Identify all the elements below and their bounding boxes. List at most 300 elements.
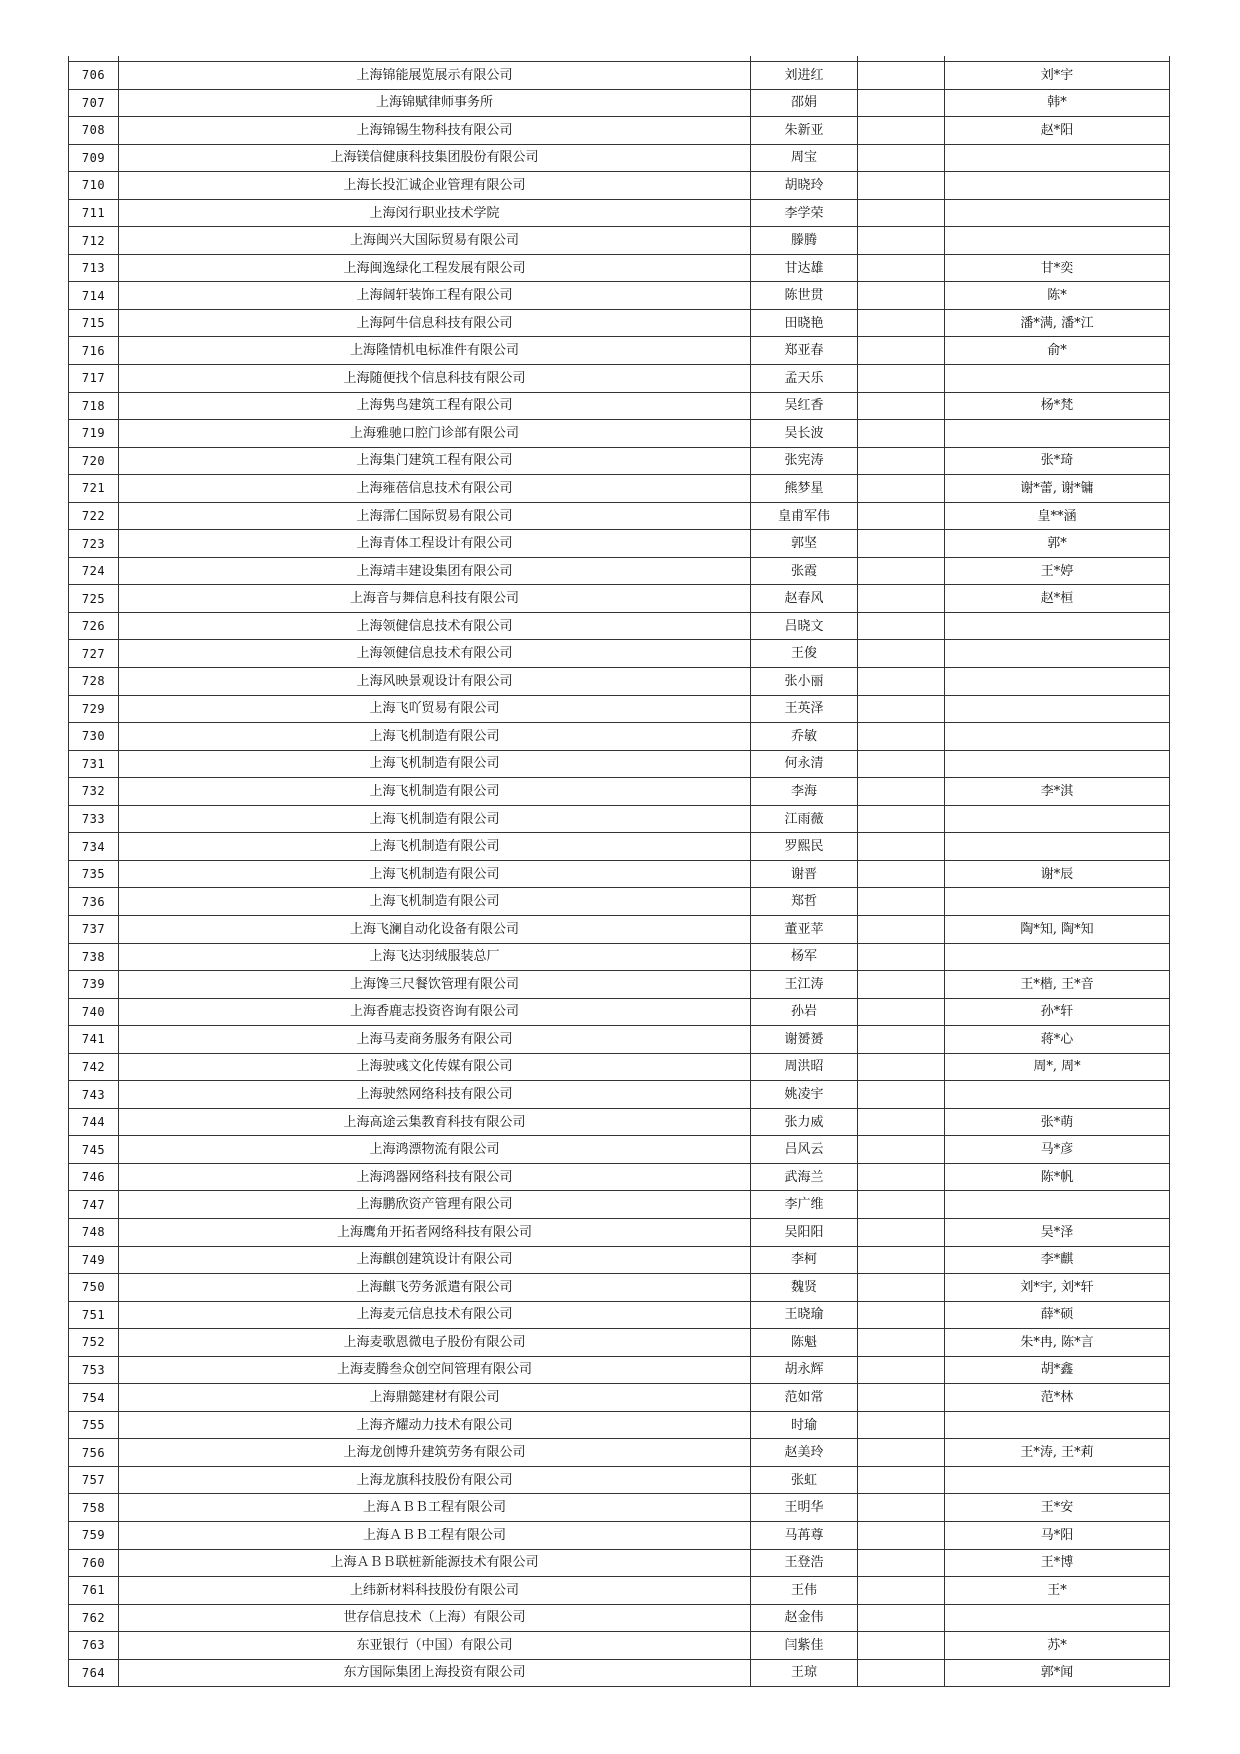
table-row	[69, 447, 1170, 475]
company-name: 上海飞机制造有限公司	[119, 778, 751, 806]
table-row	[69, 1604, 1170, 1632]
table-row	[69, 89, 1170, 117]
company-name: 上海鹏欣资产管理有限公司	[119, 1191, 751, 1219]
company-name: 上海鹰角开拓者网络科技有限公司	[119, 1218, 751, 1246]
table-row	[69, 1081, 1170, 1109]
row-number: 724	[69, 557, 119, 585]
person-name: 皇甫军伟	[751, 502, 858, 530]
table-row	[69, 1577, 1170, 1605]
blank-cell	[858, 1356, 945, 1384]
person-name: 罗熙民	[751, 833, 858, 861]
table-row	[69, 971, 1170, 999]
masked-names	[945, 1466, 1170, 1494]
person-name: 谢赟赟	[751, 1026, 858, 1054]
blank-cell	[858, 475, 945, 503]
blank-cell	[858, 557, 945, 585]
row-number: 752	[69, 1329, 119, 1357]
masked-names	[945, 612, 1170, 640]
blank-cell	[858, 1659, 945, 1687]
person-name: 熊梦星	[751, 475, 858, 503]
table-row	[69, 1384, 1170, 1412]
company-name: 上海青体工程设计有限公司	[119, 530, 751, 558]
person-name: 江雨薇	[751, 805, 858, 833]
masked-names: 皇**涵	[945, 502, 1170, 530]
company-name: 上海ＡＢＢ联桩新能源技术有限公司	[119, 1549, 751, 1577]
blank-cell	[858, 1274, 945, 1302]
row-number: 744	[69, 1108, 119, 1136]
person-name: 赵金伟	[751, 1604, 858, 1632]
person-name: 王俊	[751, 640, 858, 668]
person-name: 张霞	[751, 557, 858, 585]
blank-cell	[858, 750, 945, 778]
masked-names: 胡*鑫	[945, 1356, 1170, 1384]
person-name: 陈世贯	[751, 282, 858, 310]
blank-cell	[858, 915, 945, 943]
company-name: 上海飞吖贸易有限公司	[119, 695, 751, 723]
person-name: 王登浩	[751, 1549, 858, 1577]
blank-cell	[858, 943, 945, 971]
blank-cell	[858, 778, 945, 806]
person-name: 邵娟	[751, 89, 858, 117]
person-name: 李柯	[751, 1246, 858, 1274]
table-row	[69, 337, 1170, 365]
row-number: 730	[69, 723, 119, 751]
table-row	[69, 888, 1170, 916]
table-row	[69, 1659, 1170, 1687]
masked-names: 周*, 周*	[945, 1053, 1170, 1081]
row-number: 725	[69, 585, 119, 613]
blank-cell	[858, 1439, 945, 1467]
person-name: 吴红香	[751, 392, 858, 420]
row-number: 738	[69, 943, 119, 971]
masked-names: 马*彦	[945, 1136, 1170, 1164]
blank-cell	[858, 1604, 945, 1632]
company-name: 上海飞机制造有限公司	[119, 888, 751, 916]
person-name: 陈魁	[751, 1329, 858, 1357]
company-name: 上海霈仁国际贸易有限公司	[119, 502, 751, 530]
person-name: 王英泽	[751, 695, 858, 723]
person-name: 郑亚春	[751, 337, 858, 365]
row-number: 707	[69, 89, 119, 117]
masked-names: 苏*	[945, 1632, 1170, 1660]
person-name: 周宝	[751, 144, 858, 172]
person-name: 赵美玲	[751, 1439, 858, 1467]
row-number: 745	[69, 1136, 119, 1164]
table-row	[69, 199, 1170, 227]
table-row	[69, 1329, 1170, 1357]
table-row	[69, 723, 1170, 751]
masked-names: 朱*冉, 陈*言	[945, 1329, 1170, 1357]
blank-cell	[858, 530, 945, 558]
table-row	[69, 1246, 1170, 1274]
blank-cell	[858, 1494, 945, 1522]
row-number: 759	[69, 1521, 119, 1549]
row-number: 731	[69, 750, 119, 778]
table-row	[69, 392, 1170, 420]
blank-cell	[858, 199, 945, 227]
company-name: 上海飞机制造有限公司	[119, 750, 751, 778]
person-name: 吕风云	[751, 1136, 858, 1164]
table-row	[69, 1163, 1170, 1191]
table-row	[69, 805, 1170, 833]
row-number: 711	[69, 199, 119, 227]
masked-names: 赵*阳	[945, 117, 1170, 145]
row-number: 760	[69, 1549, 119, 1577]
person-name: 吴阳阳	[751, 1218, 858, 1246]
masked-names: 谢*蕾, 谢*镛	[945, 475, 1170, 503]
blank-cell	[858, 585, 945, 613]
table-row	[69, 943, 1170, 971]
blank-cell	[858, 227, 945, 255]
table-row	[69, 227, 1170, 255]
row-number: 713	[69, 254, 119, 282]
person-name: 董亚苹	[751, 915, 858, 943]
person-name: 张小丽	[751, 668, 858, 696]
table-row	[69, 750, 1170, 778]
company-name: 上海随便找个信息科技有限公司	[119, 365, 751, 393]
company-name: 上海领健信息技术有限公司	[119, 612, 751, 640]
row-number: 721	[69, 475, 119, 503]
table-row	[69, 1218, 1170, 1246]
row-number: 718	[69, 392, 119, 420]
row-number: 716	[69, 337, 119, 365]
masked-names: 吴*泽	[945, 1218, 1170, 1246]
person-name: 刘进红	[751, 62, 858, 90]
row-number: 754	[69, 1384, 119, 1412]
masked-names	[945, 888, 1170, 916]
table-row	[69, 117, 1170, 145]
table-row	[69, 1356, 1170, 1384]
table-row	[69, 365, 1170, 393]
blank-cell	[858, 1053, 945, 1081]
company-name: 上海雍蓓信息技术有限公司	[119, 475, 751, 503]
row-number: 756	[69, 1439, 119, 1467]
masked-names	[945, 805, 1170, 833]
blank-cell	[858, 117, 945, 145]
table-row	[69, 309, 1170, 337]
row-number: 740	[69, 998, 119, 1026]
person-name: 孙岩	[751, 998, 858, 1026]
person-name: 滕腾	[751, 227, 858, 255]
table-row	[69, 144, 1170, 172]
table-row	[69, 1521, 1170, 1549]
person-name: 胡永辉	[751, 1356, 858, 1384]
company-name: 上海闽兴大国际贸易有限公司	[119, 227, 751, 255]
person-name: 李广维	[751, 1191, 858, 1219]
table-row	[69, 1549, 1170, 1577]
blank-cell	[858, 1301, 945, 1329]
person-name: 郭坚	[751, 530, 858, 558]
table-row	[69, 1301, 1170, 1329]
person-name: 杨军	[751, 943, 858, 971]
company-name: 上海隆情机电标准件有限公司	[119, 337, 751, 365]
company-name: 上海锦锡生物科技有限公司	[119, 117, 751, 145]
company-name: 上海飞机制造有限公司	[119, 833, 751, 861]
company-name: 上海长投汇诚企业管理有限公司	[119, 172, 751, 200]
masked-names: 王*博	[945, 1549, 1170, 1577]
person-name: 闫紫佳	[751, 1632, 858, 1660]
blank-cell	[858, 1577, 945, 1605]
row-number: 750	[69, 1274, 119, 1302]
roster-table	[68, 56, 1170, 1687]
company-name: 上海阔轩装饰工程有限公司	[119, 282, 751, 310]
row-number: 720	[69, 447, 119, 475]
company-name: 上海隽鸟建筑工程有限公司	[119, 392, 751, 420]
blank-cell	[858, 144, 945, 172]
blank-cell	[858, 888, 945, 916]
row-number: 743	[69, 1081, 119, 1109]
table-row	[69, 420, 1170, 448]
blank-cell	[858, 805, 945, 833]
blank-cell	[858, 254, 945, 282]
masked-names: 甘*奕	[945, 254, 1170, 282]
person-name: 李海	[751, 778, 858, 806]
row-number: 726	[69, 612, 119, 640]
masked-names	[945, 144, 1170, 172]
row-number: 734	[69, 833, 119, 861]
person-name: 时瑜	[751, 1411, 858, 1439]
masked-names	[945, 668, 1170, 696]
company-name: 上海麒飞劳务派遣有限公司	[119, 1274, 751, 1302]
blank-cell	[858, 1329, 945, 1357]
masked-names	[945, 695, 1170, 723]
blank-cell	[858, 309, 945, 337]
blank-cell	[858, 998, 945, 1026]
table-row	[69, 833, 1170, 861]
table-row	[69, 62, 1170, 90]
person-name: 谢晋	[751, 860, 858, 888]
masked-names: 李*淇	[945, 778, 1170, 806]
table-row	[69, 557, 1170, 585]
row-number: 733	[69, 805, 119, 833]
person-name: 王晓瑜	[751, 1301, 858, 1329]
person-name: 王琼	[751, 1659, 858, 1687]
company-name: 上海飞澜自动化设备有限公司	[119, 915, 751, 943]
masked-names	[945, 227, 1170, 255]
blank-cell	[858, 62, 945, 90]
table-row	[69, 1026, 1170, 1054]
table-row	[69, 1136, 1170, 1164]
row-number: 706	[69, 62, 119, 90]
table-row	[69, 1411, 1170, 1439]
table-row	[69, 998, 1170, 1026]
person-name: 魏贤	[751, 1274, 858, 1302]
company-name: 上海高途云集教育科技有限公司	[119, 1108, 751, 1136]
row-number: 712	[69, 227, 119, 255]
person-name: 马苒尊	[751, 1521, 858, 1549]
row-number: 747	[69, 1191, 119, 1219]
blank-cell	[858, 1108, 945, 1136]
row-number: 736	[69, 888, 119, 916]
person-name: 甘达雄	[751, 254, 858, 282]
person-name: 郑哲	[751, 888, 858, 916]
masked-names	[945, 1411, 1170, 1439]
table-row	[69, 1108, 1170, 1136]
masked-names	[945, 833, 1170, 861]
masked-names: 王*安	[945, 1494, 1170, 1522]
person-name: 王伟	[751, 1577, 858, 1605]
masked-names: 马*阳	[945, 1521, 1170, 1549]
blank-cell	[858, 1384, 945, 1412]
company-name: 上海龙旗科技股份有限公司	[119, 1466, 751, 1494]
masked-names	[945, 750, 1170, 778]
person-name: 李学荣	[751, 199, 858, 227]
masked-names	[945, 199, 1170, 227]
masked-names: 张*琦	[945, 447, 1170, 475]
row-number: 751	[69, 1301, 119, 1329]
row-number: 727	[69, 640, 119, 668]
company-name: 上纬新材料科技股份有限公司	[119, 1577, 751, 1605]
row-number: 709	[69, 144, 119, 172]
company-name: 上海麦歌恩微电子股份有限公司	[119, 1329, 751, 1357]
masked-names: 王*	[945, 1577, 1170, 1605]
row-number: 715	[69, 309, 119, 337]
blank-cell	[858, 1081, 945, 1109]
masked-names	[945, 420, 1170, 448]
company-name: 上海麦腾叁众创空间管理有限公司	[119, 1356, 751, 1384]
company-name: 上海鸿器网络科技有限公司	[119, 1163, 751, 1191]
blank-cell	[858, 1521, 945, 1549]
table-row	[69, 282, 1170, 310]
row-number: 714	[69, 282, 119, 310]
company-name: 上海香鹿志投资咨询有限公司	[119, 998, 751, 1026]
masked-names: 孙*轩	[945, 998, 1170, 1026]
masked-names: 郭*	[945, 530, 1170, 558]
row-number: 755	[69, 1411, 119, 1439]
masked-names	[945, 640, 1170, 668]
masked-names: 王*涛, 王*莉	[945, 1439, 1170, 1467]
row-number: 710	[69, 172, 119, 200]
masked-names: 韩*	[945, 89, 1170, 117]
masked-names: 俞*	[945, 337, 1170, 365]
company-name: 上海齐耀动力技术有限公司	[119, 1411, 751, 1439]
company-name: 上海馋三尺餐饮管理有限公司	[119, 971, 751, 999]
company-name: 上海领健信息技术有限公司	[119, 640, 751, 668]
row-number: 708	[69, 117, 119, 145]
table-row	[69, 172, 1170, 200]
masked-names: 刘*宇, 刘*轩	[945, 1274, 1170, 1302]
company-name: 世存信息技术（上海）有限公司	[119, 1604, 751, 1632]
masked-names	[945, 723, 1170, 751]
table-row	[69, 1053, 1170, 1081]
row-number: 723	[69, 530, 119, 558]
table-row	[69, 640, 1170, 668]
row-number: 735	[69, 860, 119, 888]
row-number: 728	[69, 668, 119, 696]
table-row	[69, 1494, 1170, 1522]
person-name: 武海兰	[751, 1163, 858, 1191]
row-number: 753	[69, 1356, 119, 1384]
masked-names: 潘*满, 潘*江	[945, 309, 1170, 337]
masked-names: 薛*硕	[945, 1301, 1170, 1329]
row-number: 719	[69, 420, 119, 448]
table-row	[69, 1439, 1170, 1467]
blank-cell	[858, 971, 945, 999]
person-name: 朱新亚	[751, 117, 858, 145]
person-name: 张宪涛	[751, 447, 858, 475]
masked-names: 郭*闻	[945, 1659, 1170, 1687]
company-name: 上海集门建筑工程有限公司	[119, 447, 751, 475]
masked-names: 李*麒	[945, 1246, 1170, 1274]
table-row	[69, 1274, 1170, 1302]
roster-table-body	[69, 56, 1170, 1687]
row-number: 739	[69, 971, 119, 999]
blank-cell	[858, 1218, 945, 1246]
person-name: 孟天乐	[751, 365, 858, 393]
company-name: 上海锦赋律师事务所	[119, 89, 751, 117]
person-name: 张力威	[751, 1108, 858, 1136]
masked-names: 陈*	[945, 282, 1170, 310]
masked-names: 谢*辰	[945, 860, 1170, 888]
person-name: 吴长波	[751, 420, 858, 448]
blank-cell	[858, 1163, 945, 1191]
masked-names	[945, 1191, 1170, 1219]
blank-cell	[858, 89, 945, 117]
masked-names: 杨*梵	[945, 392, 1170, 420]
person-name: 范如常	[751, 1384, 858, 1412]
row-number: 749	[69, 1246, 119, 1274]
company-name: 上海鼎懿建材有限公司	[119, 1384, 751, 1412]
person-name: 王明华	[751, 1494, 858, 1522]
company-name: 东方国际集团上海投资有限公司	[119, 1659, 751, 1687]
person-name: 周洪昭	[751, 1053, 858, 1081]
company-name: 上海飞机制造有限公司	[119, 805, 751, 833]
row-number: 758	[69, 1494, 119, 1522]
company-name: 上海ＡＢＢ工程有限公司	[119, 1521, 751, 1549]
blank-cell	[858, 612, 945, 640]
blank-cell	[858, 1136, 945, 1164]
masked-names	[945, 172, 1170, 200]
masked-names: 赵*桓	[945, 585, 1170, 613]
table-row	[69, 585, 1170, 613]
company-name: 上海阿牛信息科技有限公司	[119, 309, 751, 337]
blank-cell	[858, 1411, 945, 1439]
masked-names: 王*婷	[945, 557, 1170, 585]
blank-cell	[858, 1191, 945, 1219]
table-row	[69, 1632, 1170, 1660]
table-row	[69, 695, 1170, 723]
masked-names: 陈*帆	[945, 1163, 1170, 1191]
masked-names: 陶*知, 陶*知	[945, 915, 1170, 943]
blank-cell	[858, 1246, 945, 1274]
company-name: 上海闽逸绿化工程发展有限公司	[119, 254, 751, 282]
table-row	[69, 915, 1170, 943]
masked-names	[945, 365, 1170, 393]
blank-cell	[858, 1632, 945, 1660]
blank-cell	[858, 695, 945, 723]
row-number: 746	[69, 1163, 119, 1191]
table-row	[69, 612, 1170, 640]
masked-names: 范*林	[945, 1384, 1170, 1412]
blank-cell	[858, 502, 945, 530]
company-name: 上海闵行职业技术学院	[119, 199, 751, 227]
row-number: 722	[69, 502, 119, 530]
blank-cell	[858, 337, 945, 365]
company-name: 上海风映景观设计有限公司	[119, 668, 751, 696]
company-name: 上海靖丰建设集团有限公司	[119, 557, 751, 585]
company-name: 上海马麦商务服务有限公司	[119, 1026, 751, 1054]
table-row	[69, 1191, 1170, 1219]
row-number: 762	[69, 1604, 119, 1632]
company-name: 东亚银行（中国）有限公司	[119, 1632, 751, 1660]
masked-names	[945, 943, 1170, 971]
row-number: 742	[69, 1053, 119, 1081]
blank-cell	[858, 723, 945, 751]
person-name: 何永清	[751, 750, 858, 778]
table-row	[69, 254, 1170, 282]
company-name: 上海雅驰口腔门诊部有限公司	[119, 420, 751, 448]
company-name: 上海鸿漂物流有限公司	[119, 1136, 751, 1164]
